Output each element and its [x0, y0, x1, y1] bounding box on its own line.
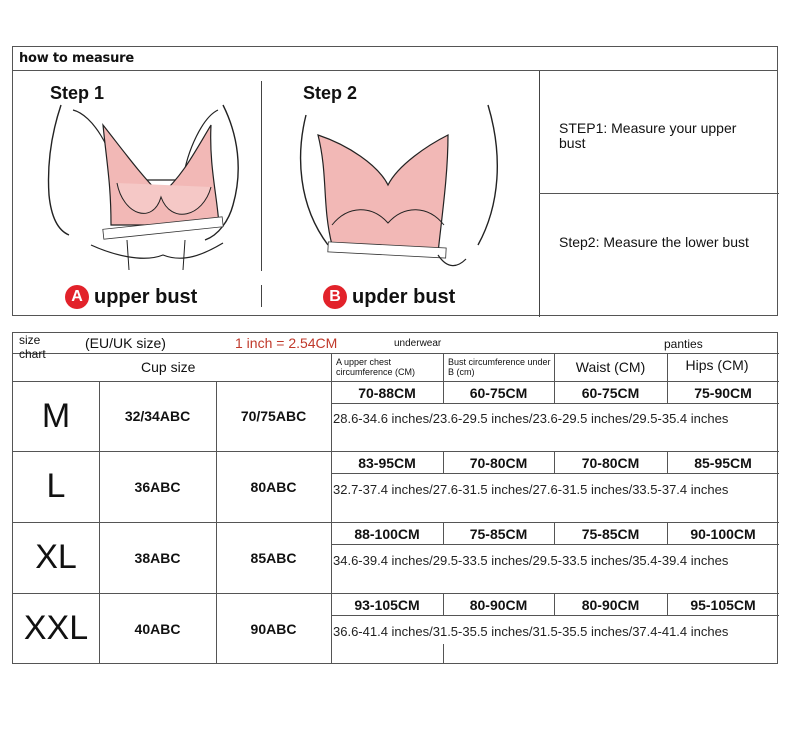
under-bust-text: upder bust	[352, 285, 456, 308]
inches-m: 28.6-34.6 inches/23.6-29.5 inches/23.6-29.5 inches/29.5-35.4 inches	[333, 411, 729, 426]
cup-size-header: Cup size	[141, 359, 196, 375]
panties-label: panties	[664, 337, 703, 351]
size-xxl: XXL	[23, 609, 89, 647]
inch-conversion-note: 1 inch = 2.54CM	[235, 335, 338, 351]
hips-xxl: 95-105CM	[690, 597, 756, 613]
waist-header: Waist (CM)	[575, 359, 646, 375]
step2-illustration	[288, 95, 518, 270]
hips-xl: 90-100CM	[690, 526, 756, 542]
cup-size-m: 32/34ABC	[124, 408, 191, 424]
step1-label: Step 1	[50, 83, 105, 103]
step1-illustration	[33, 95, 253, 270]
hips-header: Hips (CM)	[685, 357, 749, 373]
waist-l: 70-80CM	[581, 455, 640, 471]
how-to-measure-header	[13, 47, 777, 71]
inches-l: 32.7-37.4 inches/27.6-31.5 inches/27.6-31.5 inches/33.5-37.4 inches	[333, 482, 729, 497]
upper-bust-label	[65, 285, 197, 309]
step1-instruction: STEP1: Measure your upper bust	[559, 120, 737, 151]
how-to-measure-panel	[12, 46, 778, 316]
upper-chest-xxl: 93-105CM	[354, 597, 420, 613]
size-xl: XL	[35, 538, 77, 576]
hips-m: 75-90CM	[694, 385, 752, 401]
under-bust-m: 60-75CM	[469, 385, 528, 401]
inches-xl: 34.6-39.4 inches/29.5-33.5 inches/29.5-33.5 inches/35.4-39.4 inches	[333, 553, 729, 568]
inches-xxl: 36.6-41.4 inches/31.5-35.5 inches/31.5-35.5 inches/37.4-41.4 inches	[333, 624, 729, 639]
size-l: L	[46, 467, 66, 505]
step2-label: Step 2	[303, 83, 358, 103]
badge-b: B	[323, 285, 347, 309]
size-chart-table	[12, 332, 778, 664]
step2-instruction: Step2: Measure the lower bust	[559, 234, 749, 250]
band-size-xxl: 90ABC	[250, 621, 297, 637]
waist-m: 60-75CM	[581, 385, 640, 401]
cup-size-l: 36ABC	[134, 479, 181, 495]
size-m: M	[41, 397, 71, 435]
upper-chest-header: A upper chest circumference (CM)	[336, 357, 416, 377]
cup-size-xxl: 40ABC	[134, 621, 181, 637]
under-bust-l: 70-80CM	[469, 455, 528, 471]
band-size-l: 80ABC	[250, 479, 297, 495]
eu-uk-size-label: (EU/UK size)	[85, 335, 166, 351]
upper-bust-text: upper bust	[94, 285, 198, 308]
under-bust-header: Bust circumference under B (cm)	[448, 357, 551, 377]
cup-size-xl: 38ABC	[134, 550, 181, 566]
upper-chest-xl: 88-100CM	[354, 526, 420, 542]
under-bust-label	[323, 285, 455, 309]
waist-xl: 75-85CM	[581, 526, 640, 542]
hips-l: 85-95CM	[694, 455, 752, 471]
upper-chest-m: 70-88CM	[358, 385, 416, 401]
band-size-m: 70/75ABC	[240, 408, 307, 424]
underwear-label: underwear	[394, 338, 442, 349]
badge-a: A	[65, 285, 89, 309]
under-bust-xl: 75-85CM	[469, 526, 528, 542]
how-to-measure-title: how to measure	[19, 51, 134, 66]
upper-chest-l: 83-95CM	[358, 455, 416, 471]
under-bust-xxl: 80-90CM	[469, 597, 528, 613]
waist-xxl: 80-90CM	[581, 597, 640, 613]
band-size-xl: 85ABC	[250, 550, 297, 566]
size-chart-label: size chart	[19, 333, 46, 361]
